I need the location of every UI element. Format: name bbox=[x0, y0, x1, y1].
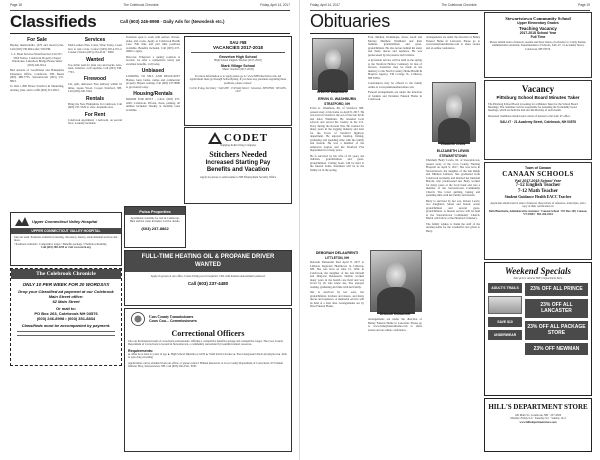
obit1-col1 bbox=[310, 96, 364, 246]
wanted-text: Top dollar paid for junk cars and trucks. Also, steel, batteries. Call anytime. Call (603) 538-7791. bbox=[68, 62, 122, 74]
chronicle-line5: (603) 246-8998 • (603) 351-8834 bbox=[36, 316, 96, 321]
valley-bullets: • Positions available • Competitive wages • Benefits package • Flexible scheduling bbox=[14, 242, 107, 246]
chronicle-write-line1 bbox=[17, 331, 115, 332]
codet-ad bbox=[184, 127, 292, 204]
weekend-product-image bbox=[488, 296, 522, 314]
notice-text: L.L. Bean Services Waterfront Inc/Call 237-5364 Notice, Colebrook Property Chapel Warehouse. Lakeshore Bridge House Seller (603) 246-3014. bbox=[11, 52, 63, 67]
canaan-contact: Beth Blanchette, Administrative Assistant · Canaan School · PO Box 100, Canaan, VT 05903 · 802-266-8104 bbox=[489, 209, 587, 217]
weekend-grid bbox=[485, 283, 591, 355]
stew-year: 2017-2018 School Year bbox=[519, 31, 557, 35]
valley-contact: Call (603) 388-4299 or visit www.ucvh.org bbox=[41, 246, 91, 250]
codet-brand: CODET bbox=[223, 132, 269, 144]
classifieds-title: Classifieds bbox=[10, 12, 97, 31]
coos-apply: Applications can be obtained from our office, or please contact: Human Resources at Coos County Department of Corrections, 972 Daniel Webster Hwy, Stewartstown, NH. Call (603) 246-3321. EOE. bbox=[128, 361, 283, 369]
obit1c2-body3: Condolences may be offered to the family online at www.jenkinsandnewman.com. bbox=[368, 81, 422, 89]
obit1-location: STRATFORD, NH bbox=[324, 102, 350, 107]
left-date: Friday, April 14, 2017 bbox=[260, 3, 290, 7]
sau-role2: Music Teacher (2017-2018) bbox=[222, 68, 254, 72]
hills-site: www.hillsdepartmentstore.com bbox=[519, 420, 557, 424]
coos-header-text bbox=[149, 315, 285, 323]
sau-body: For more information or to apply please go to: www.NHSchoolJobs.com. All applications must go through SchoolSpring. If you have any questions regarding these positions, please contact: bbox=[189, 74, 287, 85]
elizabeth-lewis-photo bbox=[432, 82, 476, 142]
right-folio bbox=[310, 3, 590, 9]
deborah-face bbox=[386, 262, 406, 289]
ervin-face bbox=[325, 48, 341, 71]
vacancy-sub: Pittsburg School Board Minutes Taker bbox=[496, 95, 580, 100]
elizabeth-shoulders bbox=[438, 118, 470, 144]
obit2-body2: She is survived by her sons, her grandchildren, brothers and sisters, and many nieces and nephews. A memorial service will be held at a later date. Arrangements are by Ross Funeral Home. bbox=[310, 290, 364, 309]
weekend-left1: ADULT'S TRAILS bbox=[488, 283, 522, 293]
coos-county-ad bbox=[124, 308, 292, 452]
chronicle-line6: Classifieds must be accompanied by payment. bbox=[21, 323, 111, 328]
pulsa-contact: (603) 237-8862 bbox=[141, 225, 169, 231]
left-page-number: Page 18 bbox=[10, 3, 22, 7]
codet-logo-icon bbox=[208, 132, 222, 144]
classifieds-call-line: Call (603) 246-8998 · Daily Ads for (Newsdesk etc.) bbox=[120, 19, 225, 24]
sau-divider bbox=[191, 52, 285, 53]
sau-school1: Groveton High School bbox=[219, 55, 257, 59]
chronicle-line2: 62 Main Street bbox=[52, 299, 80, 304]
codet-apply: Apply in person or send resume to NH Employment Security Office bbox=[199, 176, 277, 180]
for-rent-text: Colebrook Apartment, 1 bedroom, on second floor. Laundry included. bbox=[68, 117, 122, 125]
coos-body: Join our Professional team of corrections professionals. Offering a competitive benefits package and competitive wages. The Coos County Department of Corrections is located in Stewartstown, a community surrounded by beautiful natural resources. bbox=[128, 340, 284, 347]
deborah-delaurenti-photo bbox=[370, 250, 422, 312]
stewartstown-school-ad bbox=[484, 12, 592, 78]
stew-subtitle: Upper Elementary Grades bbox=[517, 21, 559, 25]
coos-seal-icon bbox=[131, 312, 145, 326]
hills-hours: Monday-Friday 9-6 · Saturday 9-5 · Sunday 10-4 bbox=[510, 417, 566, 421]
right-paper-name: The Colebrook Chronicle bbox=[441, 3, 477, 7]
weekend-sub: Sale prices valid at Hill's Department Store bbox=[513, 277, 563, 280]
left-top-rule bbox=[10, 10, 290, 11]
stew-body: Please submit letter of interest, resume and three letters of reference to: Cindy Kumar, Administrative Assistant, Superintendent of Schools, SAU #7, 21 Academy Street, Colebrook, NH 03576. bbox=[489, 41, 587, 51]
chronicle-line1: Drop your Classified ad payment at our Colebrook Main Street office: bbox=[18, 289, 114, 299]
firewood-text: Cut, split, delivered. Free delivery within 10 miles. Green Wood. Cooper Stratford, NH. Call (603) 246-3344. bbox=[68, 82, 122, 93]
sau-subtitle: VACANCIES 2017-2018 bbox=[213, 45, 263, 50]
coos-req-head: Requirements: bbox=[128, 348, 154, 353]
obituaries-title: Obituaries bbox=[310, 11, 391, 31]
weekend-deal4: 23% OFF NEWMAN bbox=[525, 343, 588, 356]
codet-sub: Increased Starting Pay bbox=[205, 160, 271, 167]
chronicle-title: The Colebrook Chronicle bbox=[11, 269, 121, 279]
hills-store-ad bbox=[484, 398, 592, 452]
stew-title: Stewartstown Community School bbox=[505, 16, 571, 21]
valley-title: Upper Connecticut Valley Hospital bbox=[32, 218, 98, 224]
valley-header bbox=[11, 213, 121, 226]
obit3-col bbox=[426, 148, 480, 450]
coos-req: ► Must be at least 21 years of age ► High School Diploma or GED ► Valid driver's license ► Pass background check and physical ► Able to pass drug screening bbox=[128, 352, 287, 360]
obit1-col2 bbox=[368, 36, 422, 244]
services-heading: Services bbox=[84, 37, 106, 43]
coos-header bbox=[125, 309, 291, 326]
obit3-intro bbox=[426, 36, 480, 86]
weekend-title: Weekend Specials bbox=[504, 266, 572, 276]
pulsa-body: Apartments available for rent in Colebrook. Heat and hot water included. Call for details. bbox=[129, 217, 181, 224]
obit1c2-body4: Funeral arrangements are under the direction of Jenkins and Newman Funeral Home in Colebrook. bbox=[368, 90, 422, 101]
obit1-body: Ervin G. Washburn, 86, of Stratford, NH, passed away at his home on April 8, 2017. He was born in Stratford, the son of the late Ervin and Alice Washburn. He attended local schools and served his country in the U.S. Navy during the Korean War. He worked for many years in the logging industry and later for the Town of Stratford highway department. He enjoyed hunting, fishing, gardening and spending time with his family and friends. He was a member of the American Legion and the Stratford Fire Department for many years. bbox=[310, 106, 364, 153]
pulsa-ad bbox=[124, 206, 186, 248]
chronicle-line3: Or mail to: bbox=[55, 306, 76, 311]
weekend-deal3: 23% OFF ALL PACKAGE STORE bbox=[525, 321, 588, 340]
driver-contact: Call (603) 237-4480 bbox=[187, 281, 229, 287]
valley-subtitle: UPPER CONNECTICUT VALLEY HOSPITAL bbox=[11, 228, 121, 234]
stew-role: Teaching Vacancy bbox=[519, 26, 557, 31]
canaan-head: CANAAN SCHOOLS bbox=[502, 170, 574, 178]
vacancy-body: The Pittsburg School Board is looking for a Minutes Taker for the School Board Meetings. The candidate will be responsible for attending the bi-monthly board meetings, which are held the 2nd and 4th Monday of each month. bbox=[488, 102, 578, 113]
weekend-deal1: 23% OFF ALL PRINCE bbox=[525, 283, 588, 296]
canaan-role4: Student Guidance Health EACC Teacher bbox=[504, 195, 572, 199]
housing-text: ROOMS FOR RENT - CALL (603) 237-4220. Colebrook. Private, clean, parking, all utilities included. Weekly or monthly rates available. bbox=[126, 97, 180, 112]
chronicle-line4: PO Box 263, Colebrook NH 03576 bbox=[34, 311, 98, 316]
rentals-text: Bring the New Hampshire In Colebrook. Call (603) 237-5529 to view. Available now. bbox=[68, 101, 122, 109]
deborah-shoulders bbox=[377, 287, 415, 314]
codet-logo-row bbox=[185, 132, 291, 144]
coos-head: Correctional Officers bbox=[171, 329, 245, 338]
weekend-left3: UNDERWEAR bbox=[488, 330, 522, 340]
sau-contact: Carrie Irving, Secretary · SAU #58 · 15 Preble Street · Groveton, NH 03582 · 603-636-1437 bbox=[189, 87, 287, 94]
canaan-role3: 7-12 Math Teacher bbox=[517, 189, 559, 194]
obituaries-rule bbox=[310, 33, 478, 34]
phone-text: To Dial 1-800 Phone Stratford In Marketing, nursing, plan, and to refill (603) 315-0012. bbox=[10, 84, 64, 92]
hills-title: HILL'S DEPARTMENT STORE bbox=[488, 403, 588, 411]
vacancy-title: Vacancy bbox=[521, 84, 555, 94]
ervin-washburn-photo bbox=[312, 38, 354, 90]
rentals-heading: Rentals bbox=[85, 95, 105, 102]
valley-hospital-ad bbox=[10, 212, 122, 266]
chronicle-head: ONLY 10 PER WEEK FOR 20 WORDS!!!! bbox=[22, 282, 110, 287]
weekend-specials-ad bbox=[484, 262, 592, 396]
classifieds-rule bbox=[10, 33, 290, 34]
vacancy-body2: Interested candidates should send a letter of interest to the SAU #7 office. bbox=[488, 114, 571, 118]
elizabeth-face bbox=[446, 93, 463, 119]
chronicle-classified-box bbox=[10, 268, 122, 366]
obit3-body3: The family wishes to thank the staff of the nursing home for the wonderful care given to Betty. bbox=[426, 221, 480, 233]
obit1c2-body2: A graveside service will be held in the spring at the Stratford Hollow Cemetery. In lieu of flowers, donations may be made in his memory to the North Country Home Health & Hospice Agency, 536 Cottage St., Littleton, NH 03561. bbox=[368, 58, 422, 80]
sau-vacancies-ad bbox=[184, 36, 292, 126]
sau-school2: Stark Village School bbox=[220, 64, 256, 69]
classifieds-col2 bbox=[68, 36, 122, 208]
unbiased-heading: Unbiased bbox=[141, 68, 165, 74]
obituaries-page bbox=[300, 0, 600, 460]
wanted-heading: Wanted bbox=[86, 56, 104, 63]
deborah-caption: Deborah Delaurenti bbox=[379, 312, 411, 316]
vacancy-contact: SAU #7 · 21 Academy Street, Colebrook, NH 03576 bbox=[499, 120, 577, 125]
obit2-location: LITTLETON, NH bbox=[325, 256, 349, 261]
coos-subtitle: Coos Cou... Commissioners bbox=[149, 319, 197, 323]
weekend-left2: SAVE $10 bbox=[488, 317, 522, 327]
canaan-role1: Fall 2017-2018 School Year bbox=[515, 179, 561, 183]
valley-body: Join our team. Positions available in nursing, laboratory, dietary, environmental services and more. bbox=[14, 236, 118, 243]
valley-logo-icon bbox=[15, 216, 29, 226]
left-folio bbox=[10, 3, 290, 9]
pulsa-title: Pulsa Properties bbox=[125, 207, 185, 215]
codet-headline: Stitchers Needed bbox=[209, 150, 267, 160]
weekend-left-col bbox=[488, 283, 522, 355]
obit3-body: Elizabeth 'Betty' Lewis, 92, of Stewartstown, passed away at the Coos County Nursing Hospital on April 9, 2017. She was born in Stewartstown, the daughter of the late Ralph and Mildred Johnson. She graduated from Colebrook Academy and married her husband Harold, who predeceased her. Betty worked for many years at the local bank and was a member of the Stewartstown Community Church. She loved quilting, baking and spending time with her family and friends. bbox=[426, 158, 480, 198]
obit2c2-body: Arrangements are under the direction of Bailey Funeral Home in Lancaster. Please go to www.baileyfuneralhome.com to share stories and an online condolence. bbox=[368, 318, 422, 332]
driver-body: Apply in person at our office. Clean driving record required. CDL with hazmat endorsement preferred. bbox=[150, 275, 266, 278]
canaan-title: Town of Canaan bbox=[525, 166, 551, 170]
obit1c2-body: Four children, Dominique, Jason, Geoff and Morley, Matthew Washburn and their families, grandchildren and great-grandchildren. He also leaves behind his sister and many nieces and nephews. He was predeceased by his parents and brothers. bbox=[368, 36, 422, 57]
housing-heading: Housing/Rentals bbox=[133, 91, 173, 97]
obit2-col2 bbox=[368, 318, 422, 450]
ervin-shoulders bbox=[318, 69, 348, 92]
obit3-body2: Betty is survived by her son, Robert Lewis; two daughters, Susan and Karen; seven grandchildren and several great-grandchildren. A funeral service will be held at the Stewartstown Community Church. Burial will follow at the Hereford Cemetery. bbox=[426, 198, 480, 221]
classifieds-col3 bbox=[126, 36, 180, 168]
driver-wanted-ad bbox=[124, 250, 292, 306]
weekend-deal2: 23% OFF ALL LANCASTER bbox=[525, 299, 588, 318]
obit2-body: Deborah Delaurenti died April 8, 2017 at Littleton Regional Healthcare in Littleton, NH. She was born on June 12, 1959, in Colebrook, the daughter of the late Donald and Marjorie Delaurenti. Debbie worked many years in the health care field and was loved by all who knew her. She enjoyed reading, gardening and time with her family. bbox=[310, 260, 364, 289]
obit1-body2: He is survived by his wife of 62 years, his children, grandchildren and great-grandchildren. Calling hours will be held at the funeral home. Interment will be in the family lot in the spring. bbox=[310, 153, 364, 172]
for-sale-text: Buying memorabilia, (479 and motorcycles. Call (603) 538-6924 after 5:00 PM. bbox=[10, 43, 64, 51]
classifieds-col1 bbox=[10, 36, 64, 208]
codet-tagline: Shipping & Receiving Company bbox=[220, 144, 256, 147]
for-rent-heading: For Rent bbox=[84, 111, 106, 118]
driver-title: FULL-TIME HEATING OIL & PROPANE DRIVER WANTED bbox=[125, 251, 291, 272]
sau-role1: High School English Teacher (2017-2018) bbox=[214, 59, 262, 62]
firewood-heading: Firewood bbox=[83, 76, 107, 82]
right-page-number: Page 19 bbox=[578, 3, 590, 7]
ervin-caption: Ervin G. Washburn bbox=[317, 90, 347, 94]
canaan-role2: 7-12 English Teacher bbox=[515, 183, 561, 188]
obit1-name: ERVIN G. WASHBURN bbox=[318, 97, 356, 101]
elizabeth-caption: Elizabeth Lewis bbox=[440, 142, 466, 146]
codet-sub2: Benefits and Vacation bbox=[206, 167, 270, 174]
obit2-col1 bbox=[310, 250, 364, 450]
canaan-schools-ad bbox=[484, 162, 592, 260]
weekend-deals bbox=[525, 283, 588, 355]
left-paper-name: The Colebrook Chronicle bbox=[123, 3, 159, 7]
sau-title: SAU #58 bbox=[229, 40, 247, 45]
obit3-name: ELIZABETH LEWIS bbox=[436, 149, 470, 153]
right-date: Friday, April 14, 2017 bbox=[310, 3, 340, 7]
stew-type: Full Time bbox=[530, 35, 546, 39]
help-text: Positions open to work with seniors. Nurses, aides, and cooks. Apply at Colebrook Health Care. Full time and part time positions available. Benefits included. Call (603) 237-4960 to apply. bbox=[126, 36, 180, 53]
obit3-location: STEWARTSTOWN bbox=[439, 154, 467, 159]
canaan-body: Applicants should send a letter of interest, three letters of reference, transcripts, and a copy of their certification to: bbox=[490, 202, 586, 209]
for-sale-heading: For Sale bbox=[27, 37, 47, 43]
obit2-name: DEBORAH DELAURENTI bbox=[315, 251, 359, 255]
coos-title: Coos County Commissioners bbox=[149, 315, 194, 319]
hills-address: 100 Main St., Colebrook, NH · 237-4300 bbox=[514, 414, 562, 417]
unbiased-text: LOOKING TO SELL AND RELOCATE? Homes, land, farms, camps and commercial property. Buyers waiting. Call (603) 237-8080 to get started today. bbox=[126, 74, 180, 89]
services-text: Mail Leaders Plus. Coins, Wine Today, Learn how to rent a ride. Contact (603) 265-4133 or Connect Station (603) 234-4124 · 3000. bbox=[68, 43, 122, 54]
chronicle-write-line2 bbox=[17, 335, 115, 336]
misc-text: Discover. Wherever a quality position is located, we offer a competitive salary and excellent benefits. Call today. bbox=[126, 54, 180, 66]
vacancy-ad bbox=[484, 80, 592, 160]
annual-text: Bud Awards of Goodfriend and Hampshire Extension Office, Colebrook, NH. Meets (603) 488-7733. Stewartstown (603) 237-8823. bbox=[10, 68, 64, 83]
obit3-intro-text: Arrangements are under the direction of Bailey Funeral Home in Lancaster. Please go to www.baileyfuneralhome.com to share stories and an online condolence. bbox=[426, 36, 480, 50]
